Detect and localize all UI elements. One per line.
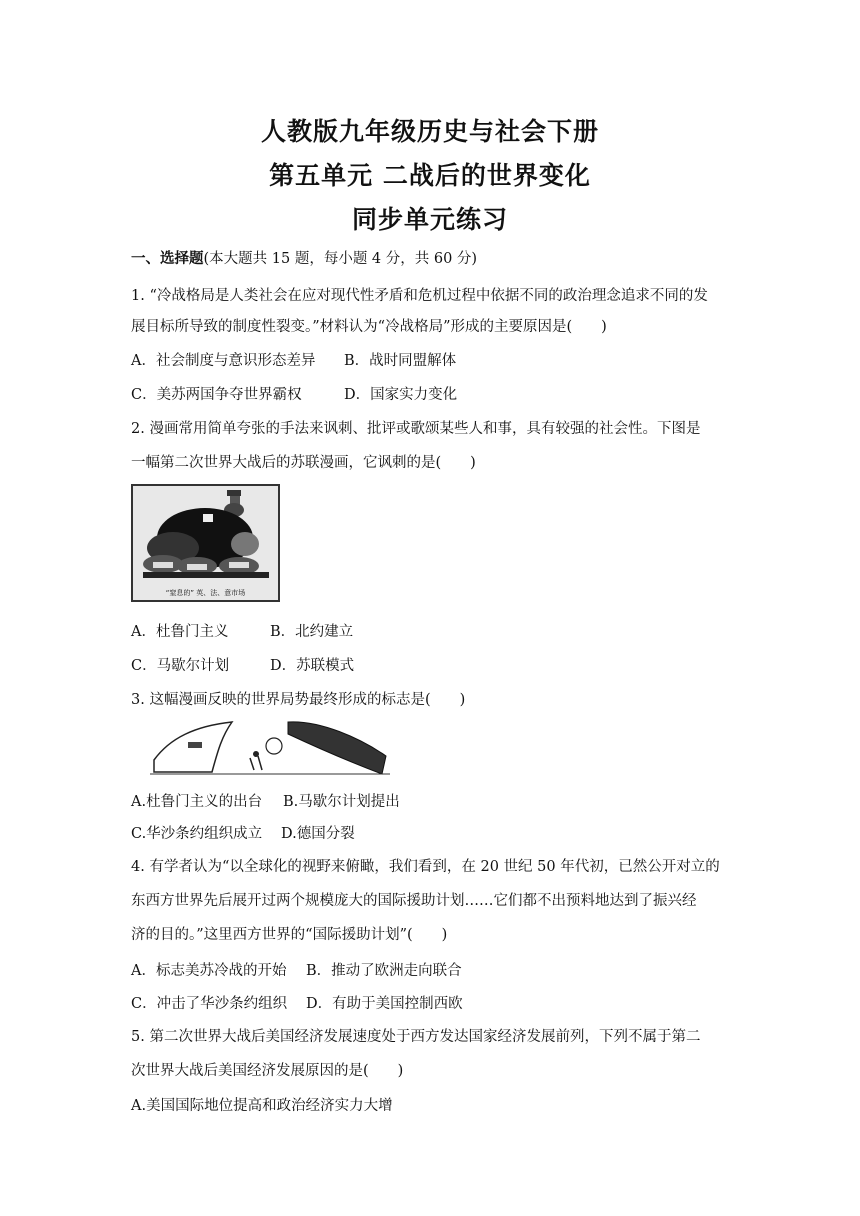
q3-option-a: A.杜鲁门主义的出台 [131, 794, 263, 810]
q2-option-a: A．杜鲁门主义 [131, 624, 229, 640]
q2-option-c: C．马歇尔计划 [131, 658, 230, 674]
section-label: 一、选择题 [131, 251, 204, 267]
q4-option-a: A．标志美苏冷战的开始 [131, 963, 287, 979]
q1-stem-line2: 展目标所导致的制度性裂变。”材料认为“冷战格局”形成的主要原因是( ) [131, 319, 607, 335]
q4-option-d: D．有助于美国控制西欧 [306, 996, 463, 1012]
fat-man-cartoon-illustration [133, 486, 278, 600]
q3-stem-line1: 3. 这幅漫画反映的世界局势最终形成的标志是( ) [131, 692, 466, 708]
q1-option-d: D．国家实力变化 [344, 387, 458, 403]
q1-option-a: A．社会制度与意识形态差异 [131, 353, 316, 369]
sub-title: 同步单元练习 [351, 205, 508, 234]
q5-option-a: A.美国国际地位提高和政治经济实力大增 [131, 1098, 393, 1114]
q1-option-c: C．美苏两国争夺世界霸权 [131, 387, 302, 403]
section-note: (本大题共 15 题，每小题 4 分，共 60 分) [203, 251, 478, 267]
iron-curtain-cartoon-illustration [150, 716, 390, 778]
q4-stem-line3: 济的目的。”这里西方世界的“国际援助计划”( ) [131, 927, 448, 943]
unit-title: 第五单元 二战后的世界变化 [269, 161, 591, 190]
q5-stem-line1: 5. 第二次世界大战后美国经济发展速度处于西方发达国家经济发展前列，下列不属于第二 [131, 1029, 701, 1045]
q2-option-b: B．北约建立 [270, 624, 354, 640]
q4-option-b: B．推动了欧洲走向联合 [306, 963, 462, 979]
q3-option-d: D.德国分裂 [281, 826, 355, 842]
q3-option-c: C.华沙条约组织成立 [131, 826, 263, 842]
q3-option-b: B.马歇尔计划提出 [283, 794, 400, 810]
q2-stem-line1: 2. 漫画常用简单夸张的手法来讽刺、批评或歌颂某些人和事，具有较强的社会性。下图是 [131, 421, 701, 437]
q3-cartoon-image [150, 716, 390, 778]
q2-option-d: D．苏联模式 [270, 658, 355, 674]
doc-title: 人教版九年级历史与社会下册 [260, 117, 599, 146]
q4-stem-line1: 4. 有学者认为“以全球化的视野来俯瞰，我们看到，在 20 世纪 50 年代初，已然公开对立的 [131, 859, 720, 875]
section-heading [131, 247, 477, 268]
q2-stem-line2: 一幅第二次世界大战后的苏联漫画，它讽刺的是( ) [131, 455, 476, 471]
q2-cartoon-image [131, 484, 280, 602]
q4-option-c: C．冲击了华沙条约组织 [131, 996, 288, 1012]
q4-stem-line2: 东西方世界先后展开过两个规模庞大的国际援助计划……它们都不出预料地达到了振兴经 [131, 893, 697, 909]
q1-option-b: B．战时同盟解体 [344, 353, 457, 369]
q5-stem-line2: 次世界大战后美国经济发展原因的是( ) [131, 1063, 404, 1079]
q1-stem-line1: 1. “冷战格局是人类社会在应对现代性矛盾和危机过程中依据不同的政治理念追求不同的发 [131, 288, 708, 304]
q2-cartoon-caption: “窒息的” 英、法、意市场 [165, 589, 246, 597]
